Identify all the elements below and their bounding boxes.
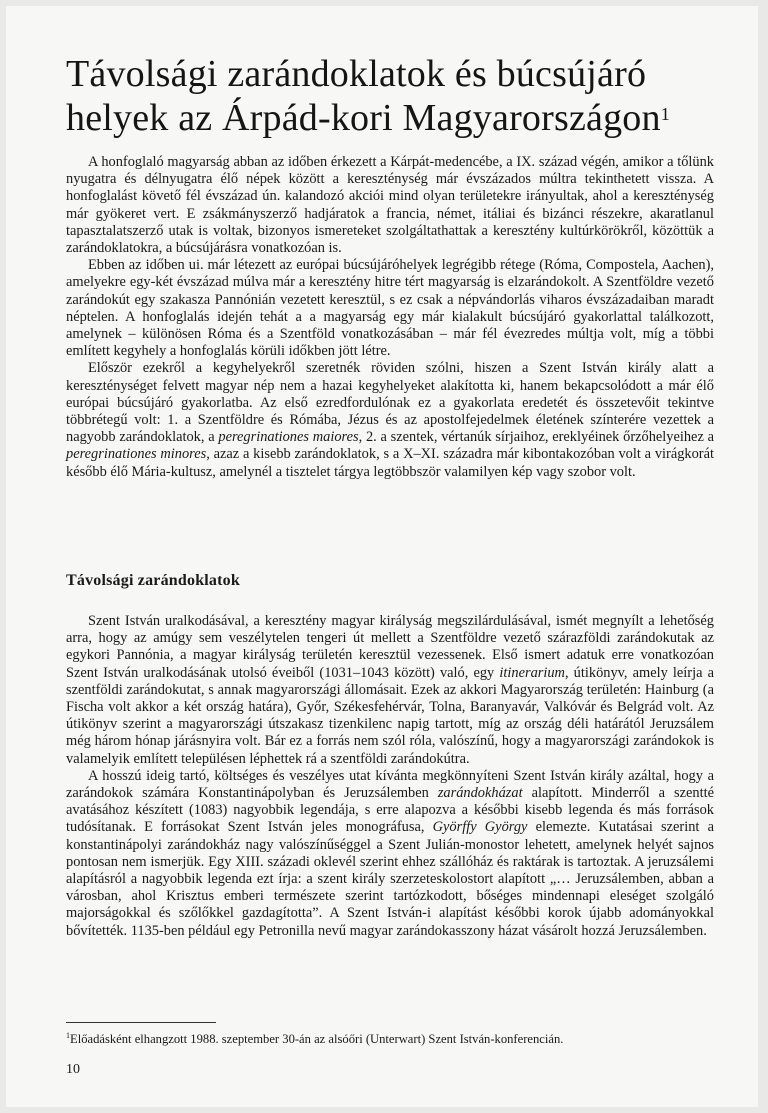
text-run: elemezte. Kutatásai szerint a konstantinápolyi zarándokház nagy valószínűséggel a Szent Julián-monostor lehetett, amelynek helyét sajnos pontosan nem ismerjük. Egy XIII. századi oklevél szerint ehhez szállóház és raktárak is tartoztak. A jeruzsálemi alapításról a nagyobbik legenda ezt írja: a szent király szerzeteskolostort alapított „… Jeruzsálemben, abban a városban, ahol Krisztus emberi természete szerint tartózkodott, bőséges mindennapi eleséget szolgáló majorságokkal és szőlőkkel gazdagította”. A Szent István-i alapítást későbbi korok újabb adományokkal bővítették. 1135-ben például egy Petronilla nevű magyar zarándokasszony házat vásárolt hozzá Jeruzsálemben.: [66, 819, 714, 939]
footnote: [66, 1028, 714, 1047]
page-number: 10: [66, 1062, 80, 1077]
section-heading: Távolsági zarándoklatok: [66, 572, 240, 589]
page: [6, 6, 758, 1107]
intro-paragraph: [66, 360, 714, 480]
text-run: Először ezekről a kegyhelyekről szeretnék röviden szólni, hiszen a Szent István király alatt a kereszténységet felvett magyar nép nem a hazai kegyhelyeket alakította ki, hanem bekapcsolódott a már élő európai búcsújáró gyakorlatba. Az első ezredfordulónak ez a gyakorlata eredetét és összetevőit tekintve többrétegű volt: 1. a Szentföldre és Rómába, Jézus és az apostolfejedelmek életének színterére vezettek a nagyobb zarándoklatok, a: [66, 360, 714, 446]
text-run: , útikönyv, amely leírja a szentföldi zarándokutat, s annak magyarországi állomásait. Ezek az akkori Magyarország területén: Hainburg (a Fischa volt akkor a két ország határa), Győr, Székesfehérvár, Tolna, Baranyavár, Valkóvár és Belgrád volt. Az útikönyv szerint a magyarországi útszakasz tizenkilenc napig tartott, míg az ország déli határától Jeruzsálem még három hónap járásnyira volt. Bár ez a forrás nem szól róla, valószínű, hogy a magyarországi zarándokok is valamelyik említett településen léphettek rá a szentföldi zarándokútra.: [66, 664, 714, 767]
footnote-rule: [66, 1022, 216, 1023]
text-run: , 2. a szentek, vértanúk sírjaihoz, ereklyéinek őrzőhelyeihez a: [358, 429, 714, 446]
italic-term: peregrinationes maiores: [218, 429, 359, 446]
text-run: Szent István uralkodásával, a keresztény magyar királyság megszilárdulásával, ismét megnyílt a lehetőség arra, hogy az amúgy sem veszélytelen tengeri út mellett a Szentföldre vezető szárazföldi zarándokutak az egykori Pannónia, a magyar királyság területén keresztül vezessenek. Első ismert adatuk erre vonatkozóan Szent István uralkodásának utolsó éveiből (1031–1043 között) való, egy: [66, 613, 714, 681]
footnote-mark: 1: [66, 1031, 70, 1040]
intro-section: [66, 154, 714, 481]
article-title-text: Távolsági zarándoklatok és búcsújáró helyek az Árpád-kori Magyarországon: [66, 53, 661, 139]
italic-term: itinerarium: [499, 664, 565, 681]
text-run: A honfoglaló magyarság abban az időben érkezett a Kárpát-medencébe, a IX. század végén, amikor a tőlünk nyugatra és délnyugatra élő népek között a kereszténység már évszázados múltra tekinthetett vissza. A honfoglalást követő fél évszázad ún. kalandozó akciói mind olyan területekre irányultak, ahol a kereszténység már gyökeret vert. E zsákmányszerző hadjáratok a francia, német, itáliai és bizánci részekre, akaratlanul tapasztalatszerző utak is voltak, bizonyos ismereteket szolgáltathattak a keresztény kultúrkörökről, közöttük a zarándoklatokra, a búcsújárásra vonatkozóan is.: [66, 154, 714, 257]
footnote-text: Előadásként elhangzott 1988. szeptember 30-án az alsóőri (Unterwart) Szent István-konferencián.: [70, 1032, 564, 1047]
text-run: alapított. Minderről a szentté avatásához készített (1083) nagyobbik legendája, s erre alapozva a későbbi kisebb legenda és más források tudósítanak. E forrásokat Szent István jeles monográfusa,: [66, 785, 714, 836]
main-section: [66, 613, 714, 940]
article-title: [66, 52, 726, 140]
section-paragraph: [66, 768, 714, 940]
italic-term: peregrinationes minores: [66, 446, 207, 463]
section-paragraph: [66, 613, 714, 768]
title-footnote-mark: 1: [660, 104, 670, 124]
italic-term: Györffy György: [432, 819, 528, 836]
italic-term: zarándokházat: [437, 785, 523, 802]
text-run: A hosszú ideig tartó, költséges és veszélyes utat kívánta megkönnyíteni Szent István király azáltal, hogy a zarándokok számára Konstantinápolyban és Jeruzsálemben: [66, 767, 714, 802]
intro-paragraph: [66, 154, 714, 257]
text-run: Ebben az időben ui. már létezett az európai búcsújáróhelyek legrégibb rétege (Róma, Compostela, Aachen), amelyekre egy-két évszázad múlva már a keresztény hitre tért magyarság is elzarándokolt. A Szentföldre vezető zarándokút egy szakasza Pannónián vezetett keresztül, s ez csak a népvándorlás viharos évszázadaiban maradt néptelen. A honfoglalás idején tehát a a magyarság egy már kialakult búcsújáró gyakorlattal találkozott, amelynek – különösen Róma és a Szentföld vonatkozásában – már fél évezredes múltja volt, míg a többi említett kegyhely a honfoglalás körüli időkben jött létre.: [66, 257, 714, 360]
text-run: , azaz a kisebb zarándoklatok, s a X–XI. századra már kibontakozóban volt a virágkorát később élő Mária-kultusz, amelynél a tisztelet tárgya legtöbbször valamilyen kép vagy szobor volt.: [66, 446, 714, 480]
intro-paragraph: [66, 257, 714, 360]
